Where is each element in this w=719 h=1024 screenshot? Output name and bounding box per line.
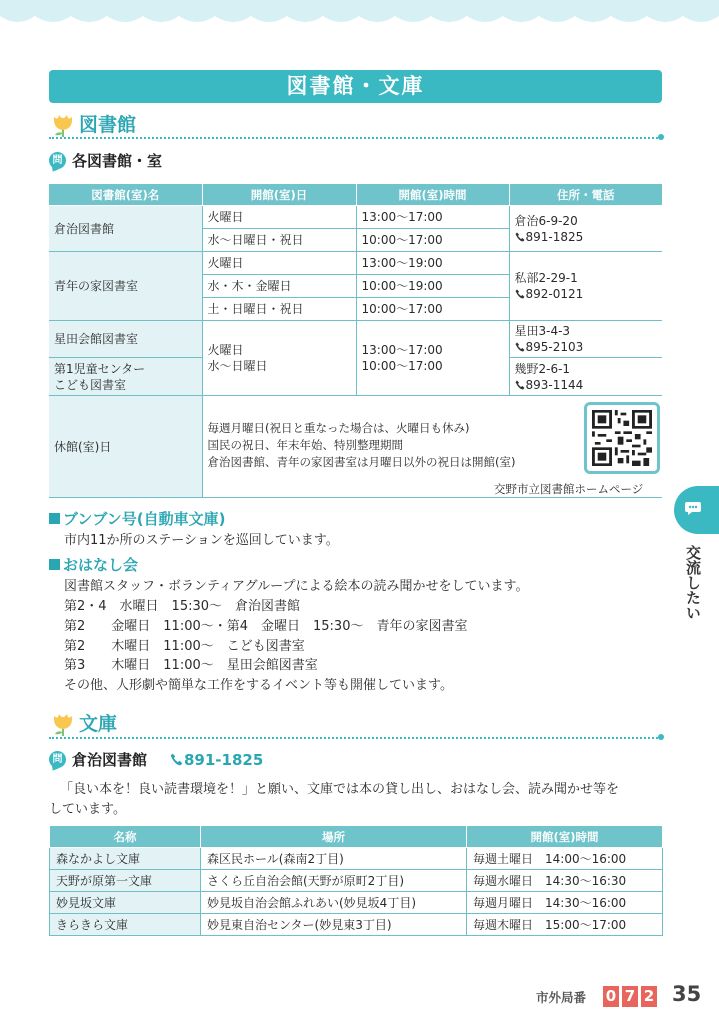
divider [49,136,661,139]
sub-heading-text: 各図書館・室 [72,152,163,170]
bunko-intro-line: しています。 [49,802,126,817]
open-time: 10:00～19:00 [356,275,509,298]
open-day: 水～日曜日 [207,359,268,373]
phone-icon [515,342,525,352]
chat-bubble-icon [684,499,704,519]
open-time: 13:00～19:00 [356,252,509,275]
section-heading-bunko [49,710,249,738]
bunko-hours: 毎週月曜日 14:30～16:00 [467,892,663,914]
area-code-digit: 7 [622,986,638,1007]
area-code-digit: 2 [641,986,657,1007]
sub-heading-bunko-contact [49,749,349,771]
open-days-shared [202,321,356,396]
library-name: 星田会館図書室 [49,321,202,358]
bunko-name: 天野が原第一文庫 [50,870,201,892]
library-name [49,358,202,396]
table-row [49,206,662,229]
ohanashi-title-text: おはなし会 [63,556,139,574]
address-cell [509,252,662,321]
address: 私部2-29-1 [514,271,578,285]
bunko-hours: 毎週土曜日 14:00～16:00 [467,848,663,870]
phone-text: 892-0121 [525,287,584,301]
table-row [50,914,663,936]
address: 幾野2-6-1 [514,361,571,376]
qr-code[interactable] [584,402,660,474]
library-name-line: こども図書室 [54,377,127,392]
contact-phone [170,749,263,771]
ohanashi-line: その他、人形劇や簡単な工作をするイベント等も開催しています。 [64,678,453,693]
address-cell [509,358,662,396]
tulip-icon [49,710,77,738]
library-name: 青年の家図書室 [49,252,202,321]
area-code-digit: 0 [603,986,619,1007]
square-bullet-icon [49,513,60,524]
tulip-icon [49,111,77,139]
col-header-days: 開館(室)日 [202,184,356,206]
col-header-name: 図書館(室)名 [49,184,202,206]
bunko-name: 妙見坂文庫 [50,892,201,914]
bunbun-text: 市内11か所のステーションを巡回しています。 [64,533,339,548]
bunko-hours: 毎週水曜日 14:30～16:30 [467,870,663,892]
bunko-place: 森区民ホール(森南2丁目) [201,848,467,870]
open-time: 10:00～17:00 [356,298,509,321]
question-icon: 問 [49,152,66,169]
phone-icon [515,232,525,242]
address: 倉治6-9-20 [514,213,578,228]
open-day: 土・日曜日・祝日 [202,298,356,321]
phone-number [515,377,658,393]
col-header-bunko-place: 場所 [201,826,467,848]
phone-text: 891-1825 [525,229,584,244]
open-day: 水・木・金曜日 [202,275,356,298]
col-header-address: 住所・電話 [509,184,662,206]
open-day: 火曜日 [207,343,244,357]
qr-caption: 交野市立図書館ホームページ [494,482,644,496]
table-row [49,252,662,275]
ohanashi-line: 第2 木曜日 11:00～ こども図書室 [64,639,305,654]
section-title-library: 図書館 [79,114,137,136]
library-table [49,183,662,498]
open-time: 13:00～17:00 [356,206,509,229]
bunko-intro-line: 「良い本を！良い読書環境を！」と願い、文庫では本の貸し出し、おはなし会、読み聞かせ等を [60,782,620,797]
square-bullet-icon [49,559,60,570]
bunbun-title-text: ブンブン号(自動車文庫) [63,510,226,528]
open-time: 10:00～17:00 [356,229,509,252]
ohanashi-line: 第3 木曜日 11:00～ 星田会館図書室 [64,658,318,673]
page-number: 35 [672,982,702,1006]
ohanashi-line: 第2 金曜日 11:00～・第4 金曜日 15:30～ 青年の家図書室 [64,619,468,634]
address: 星田3-4-3 [514,324,571,338]
open-day: 水～日曜日・祝日 [202,229,356,252]
table-row [50,870,663,892]
address-cell [509,321,662,358]
wave-decoration [0,0,719,40]
bunbun-title [49,509,226,529]
open-time: 10:00～17:00 [361,359,443,373]
divider [49,736,661,739]
page-title: 図書館・文庫 [49,70,662,103]
col-header-hours: 開館(室)時間 [356,184,509,206]
table-row [49,321,662,358]
ohanashi-line: 第2・4 水曜日 15:30～ 倉治図書館 [64,599,301,614]
open-day: 火曜日 [202,252,356,275]
section-heading-library [49,111,249,139]
table-row [50,892,663,914]
phone-icon [170,753,183,766]
bunko-table [49,825,663,936]
side-tab-label: 交流したい [684,545,702,620]
bunko-place: 妙見坂自治会館ふれあい(妙見坂4丁目) [201,892,467,914]
ohanashi-line: 図書館スタッフ・ボランティアグループによる絵本の読み聞かせをしています。 [64,579,529,594]
phone-text: 895-2103 [525,340,584,354]
open-time: 13:00～17:00 [361,343,443,357]
phone-icon [515,380,525,390]
phone-number [515,229,658,245]
section-title-bunko: 文庫 [79,713,118,735]
sub-heading-libraries [49,150,349,172]
col-header-bunko-hours: 開館(室)時間 [467,826,663,848]
open-times-shared [356,321,509,396]
question-icon: 問 [49,751,66,768]
bunko-name: 森なかよし文庫 [50,848,201,870]
closed-days-label: 休館(室)日 [49,396,202,498]
address-cell [509,206,662,252]
contact-phone-text: 891-1825 [184,751,264,769]
phone-number [515,286,658,302]
ohanashi-title [49,555,138,575]
col-header-bunko-name: 名称 [50,826,201,848]
area-code-label: 市外局番 [536,990,587,1005]
side-tab-exchange[interactable] [674,486,719,534]
closed-line: 国民の祝日、年末年始、特別整理期間 [207,438,403,452]
phone-icon [515,289,525,299]
bunko-hours: 毎週木曜日 15:00～17:00 [467,914,663,936]
phone-text: 893-1144 [525,377,584,392]
library-name-line: 第1児童センター [54,361,146,376]
phone-number [515,339,658,355]
bunko-name: きらきら文庫 [50,914,201,936]
table-row [50,848,663,870]
closed-line: 毎週月曜日(祝日と重なった場合は、火曜日も休み) [207,421,470,435]
open-day: 火曜日 [202,206,356,229]
bunko-place: 妙見東自治センター(妙見東3丁目) [201,914,467,936]
contact-name: 倉治図書館 [72,751,148,769]
library-name: 倉治図書館 [49,206,202,252]
qr-code-pattern [592,410,652,466]
bunko-place: さくら丘自治会館(天野が原町2丁目) [201,870,467,892]
closed-line: 倉治図書館、青年の家図書室は月曜日以外の祝日は開館(室) [207,455,516,469]
